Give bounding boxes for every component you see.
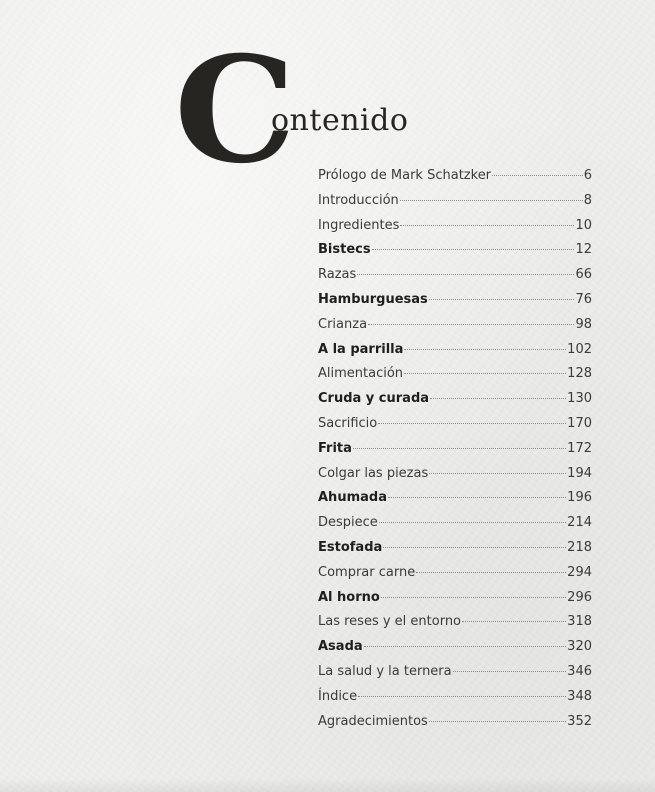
toc-entry-page-number: 6: [583, 168, 592, 183]
toc-entry: [318, 242, 592, 267]
toc-entry: [318, 689, 592, 714]
toc-entry-label: Despiece: [318, 515, 378, 531]
toc-entry-page-number: 318: [567, 614, 592, 630]
toc-entry-label: Sacrificio: [318, 415, 378, 431]
toc-entry: [318, 267, 592, 292]
toc-entry: [318, 614, 592, 639]
toc-entry-label: Índice: [318, 688, 358, 704]
toc-entry-page-number: 320: [567, 639, 592, 655]
toc-entry: [318, 342, 592, 367]
toc-entry-label: Ahumada: [318, 490, 387, 506]
dot-leader: [453, 671, 567, 672]
toc-entry: [318, 565, 592, 590]
toc-entry: [318, 168, 592, 193]
toc-entry-page-number: 12: [575, 242, 592, 258]
toc-entry: [318, 193, 592, 218]
toc-entry: [318, 714, 592, 739]
toc-entry: [318, 366, 592, 391]
toc-entry-label: Bistecs: [318, 242, 371, 258]
toc-entry: [318, 416, 592, 441]
toc-entry-label: Colgar las piezas: [318, 465, 429, 481]
toc-entry-page-number: 214: [567, 515, 592, 531]
toc-entry-page-number: 102: [567, 341, 592, 357]
toc-entry: [318, 540, 592, 565]
toc-entry-label: Asada: [318, 639, 363, 655]
dot-leader: [492, 175, 583, 176]
dot-leader: [429, 721, 566, 722]
dot-leader: [429, 299, 575, 300]
dot-leader: [364, 646, 567, 647]
toc-entry-label: Crianza: [318, 316, 368, 332]
title-drop-cap: C: [174, 25, 294, 196]
dot-leader: [379, 522, 566, 523]
toc-entry: [318, 317, 592, 342]
toc-entry-label: Al horno: [318, 589, 380, 605]
toc-entry-label: Estofada: [318, 539, 383, 555]
toc-entry-page-number: 98: [575, 316, 592, 332]
toc-entry-page-number: 348: [567, 688, 592, 704]
dot-leader: [357, 274, 574, 275]
toc-entry-page-number: 130: [567, 391, 592, 407]
page-edge-shadow: [0, 778, 655, 792]
toc-entry-page-number: 218: [567, 539, 592, 555]
toc-entry-label: Prólogo de Mark Schatzker: [318, 168, 492, 183]
toc-entry: [318, 490, 592, 515]
toc-entry-page-number: 66: [575, 267, 592, 283]
toc-entry-label: A la parrilla: [318, 341, 404, 357]
toc-entry-label: Ingredientes: [318, 217, 400, 233]
toc-entry-label: Cruda y curada: [318, 391, 430, 407]
toc-entry-page-number: 196: [567, 490, 592, 506]
toc-entry-label: Hamburguesas: [318, 291, 428, 307]
dot-leader: [368, 324, 574, 325]
dot-leader: [378, 423, 566, 424]
toc-entry: [318, 639, 592, 664]
dot-leader: [404, 373, 566, 374]
toc-entry-label: Introducción: [318, 192, 399, 208]
dot-leader: [358, 696, 566, 697]
dot-leader: [372, 249, 575, 250]
toc-entry-page-number: 294: [567, 564, 592, 580]
toc-entry: [318, 664, 592, 689]
dot-leader: [462, 621, 566, 622]
toc-entry-label: Alimentación: [318, 366, 404, 382]
dot-leader: [416, 572, 566, 573]
toc-entry-page-number: 10: [575, 217, 592, 233]
dot-leader: [400, 200, 583, 201]
dot-leader: [400, 225, 574, 226]
toc-entry-label: Agradecimientos: [318, 713, 428, 729]
dot-leader: [381, 597, 566, 598]
toc-entry: [318, 391, 592, 416]
toc-entry-label: Comprar carne: [318, 564, 416, 580]
toc-entry: [318, 590, 592, 615]
toc-entry-page-number: 194: [567, 465, 592, 481]
toc-entry-page-number: 170: [567, 415, 592, 431]
toc-entry-label: Las reses y el entorno: [318, 614, 462, 630]
toc-entry: [318, 292, 592, 317]
toc-entry-page-number: 76: [575, 291, 592, 307]
toc-entry-label: La salud y la ternera: [318, 663, 452, 679]
toc-entry-page-number: 352: [567, 713, 592, 729]
toc-entry-page-number: 296: [567, 589, 592, 605]
toc-entry: [318, 515, 592, 540]
toc-entry-label: Razas: [318, 267, 357, 283]
toc-entry: [318, 441, 592, 466]
dot-leader: [404, 349, 566, 350]
toc-entry-page-number: 8: [583, 192, 592, 208]
dot-leader: [430, 398, 566, 399]
toc-entry-page-number: 346: [567, 663, 592, 679]
toc-entry: [318, 218, 592, 243]
dot-leader: [429, 473, 566, 474]
table-of-contents: [318, 168, 592, 738]
toc-entry: [318, 466, 592, 491]
dot-leader: [388, 497, 566, 498]
dot-leader: [383, 547, 566, 548]
page-title: ontenido: [271, 103, 409, 138]
toc-entry-page-number: 172: [567, 440, 592, 456]
dot-leader: [353, 448, 566, 449]
toc-entry-page-number: 128: [567, 366, 592, 382]
toc-entry-label: Frita: [318, 440, 352, 456]
